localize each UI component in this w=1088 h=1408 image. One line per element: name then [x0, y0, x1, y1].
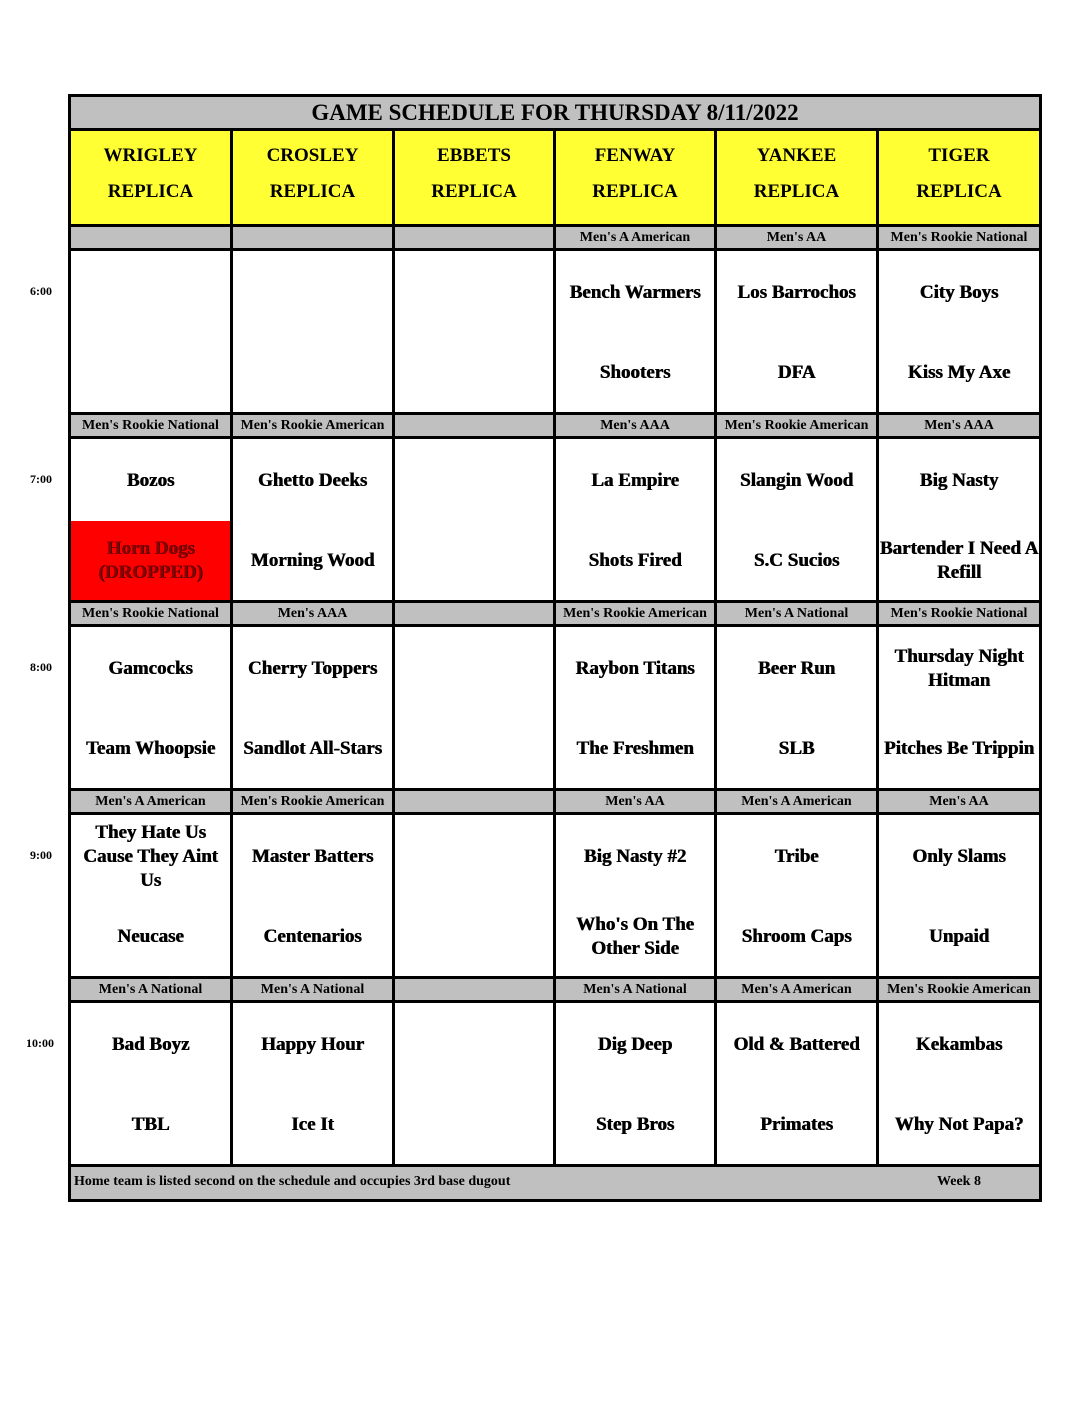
schedule-title: GAME SCHEDULE FOR THURSDAY 8/11/2022: [71, 97, 1039, 131]
field-header: [879, 131, 1039, 224]
field-header: [395, 131, 556, 224]
division-label: [233, 227, 395, 248]
division-label: Men's A American: [717, 791, 879, 812]
game-row: [71, 251, 1039, 415]
home-team: Primates: [760, 1114, 833, 1135]
division-label: Men's A National: [71, 979, 233, 1000]
home-team: Sandlot All-Stars: [243, 738, 382, 759]
game-cell: [879, 815, 1039, 979]
field-subtitle: REPLICA: [592, 181, 678, 202]
week-label: Week 8: [937, 1174, 981, 1189]
schedule-table: [68, 94, 1042, 1202]
home-team: Team Whoopsie: [85, 738, 216, 759]
time-label: 6:00: [30, 284, 52, 298]
division-label: [395, 979, 556, 1000]
division-label: [395, 791, 556, 812]
schedule-footer: [71, 1167, 1039, 1199]
away-team: Master Batters: [251, 846, 374, 867]
division-label: Men's Rookie National: [890, 230, 1028, 245]
home-team: SLB: [778, 738, 815, 759]
home-team: Unpaid: [928, 926, 990, 947]
division-label: Men's A American: [717, 979, 879, 1000]
game-cell: [233, 251, 395, 415]
game-cell: [71, 627, 233, 791]
home-team: Neucase: [117, 926, 184, 947]
home-team: Shots Fired: [588, 550, 682, 571]
away-team: Old & Battered: [733, 1034, 860, 1055]
game-cell: [556, 627, 717, 791]
home-team: [71, 335, 230, 411]
field-name: EBBETS: [437, 145, 511, 166]
away-team: Thursday Night Hitman: [894, 646, 1024, 691]
home-team: S.C Sucios: [753, 550, 840, 571]
away-team: Happy Hour: [261, 1034, 364, 1055]
game-row: [71, 815, 1039, 979]
field-name: FENWAY: [594, 145, 676, 166]
time-slot-block: [71, 227, 1039, 415]
away-team: Only Slams: [912, 846, 1006, 867]
home-team: Kiss My Axe: [907, 362, 1011, 383]
game-cell: [71, 439, 233, 603]
game-cell: [717, 627, 879, 791]
away-team: Kekambas: [915, 1034, 1003, 1055]
home-team: [395, 1087, 553, 1163]
game-cell: [879, 439, 1039, 603]
division-label: [395, 415, 556, 436]
home-team: [395, 899, 553, 975]
division-label: [71, 227, 233, 248]
home-team: Bartender I Need A Refill: [879, 538, 1039, 583]
field-header: [233, 131, 395, 224]
away-team: [233, 255, 392, 331]
game-cell: [395, 251, 556, 415]
field-header: [717, 131, 879, 224]
game-cell: [879, 251, 1039, 415]
division-label: Men's A National: [556, 979, 717, 1000]
away-team: Big Nasty: [919, 470, 999, 491]
game-cell: [556, 1003, 717, 1167]
game-cell: [556, 251, 717, 415]
division-row: [71, 227, 1039, 251]
home-team: [395, 335, 553, 411]
field-header-row: [71, 131, 1039, 227]
away-team: [395, 1007, 553, 1083]
away-team: [395, 631, 553, 707]
division-row: [71, 791, 1039, 815]
home-team: Pitches Be Trippin: [883, 738, 1035, 759]
game-row: [71, 1003, 1039, 1167]
division-row: [71, 415, 1039, 439]
game-cell: [717, 251, 879, 415]
home-team: TBL: [131, 1114, 170, 1135]
division-label: Men's AAA: [233, 603, 395, 624]
game-cell: [233, 1003, 395, 1167]
away-team: [395, 819, 553, 895]
game-row: [71, 627, 1039, 791]
game-row: [71, 439, 1039, 603]
away-team: Bozos: [126, 470, 175, 491]
game-cell: [233, 815, 395, 979]
field-subtitle: REPLICA: [431, 181, 517, 202]
division-label: Men's Rookie American: [887, 982, 1031, 997]
game-cell: [233, 439, 395, 603]
away-team: La Empire: [591, 470, 679, 491]
field-subtitle: REPLICA: [269, 181, 356, 202]
division-label: Men's Rookie American: [233, 415, 395, 436]
time-label: 7:00: [30, 472, 52, 486]
field-subtitle: REPLICA: [753, 181, 840, 202]
field-name: YANKEE: [756, 145, 837, 166]
division-label: Men's Rookie American: [233, 791, 395, 812]
home-team: [395, 711, 553, 787]
game-cell: [233, 627, 395, 791]
division-label: Men's Rookie American: [556, 603, 717, 624]
away-team: City Boys: [919, 282, 999, 303]
away-team: Ghetto Deeks: [257, 470, 368, 491]
division-label: [395, 227, 556, 248]
away-team: [71, 255, 230, 331]
away-team: [395, 443, 553, 519]
away-team: Beer Run: [757, 658, 836, 679]
away-team: Gamcocks: [108, 658, 193, 679]
time-label: 8:00: [30, 660, 52, 674]
division-label: Men's Rookie National: [890, 606, 1028, 621]
away-team: Dig Deep: [597, 1034, 673, 1055]
division-label: Men's Rookie National: [71, 603, 233, 624]
division-label: Men's AA: [717, 227, 879, 248]
away-team: Slangin Wood: [739, 470, 854, 491]
field-subtitle: REPLICA: [107, 181, 194, 202]
game-cell: [556, 439, 717, 603]
away-team: Tribe: [774, 846, 819, 867]
home-team: Why Not Papa?: [894, 1114, 1024, 1135]
game-cell: [717, 439, 879, 603]
time-label: 10:00: [26, 1036, 54, 1050]
away-team: Los Barrochos: [737, 282, 856, 303]
home-team: Ice It: [291, 1114, 334, 1135]
home-team: Step Bros: [595, 1114, 675, 1135]
game-cell: [717, 815, 879, 979]
game-cell: [395, 815, 556, 979]
time-slot-block: [71, 791, 1039, 979]
field-header: [556, 131, 717, 224]
division-label: Men's Rookie American: [717, 415, 879, 436]
division-label: Men's A National: [717, 603, 879, 624]
division-label: Men's AAA: [924, 418, 994, 433]
game-cell: [71, 815, 233, 979]
game-cell: [395, 1003, 556, 1167]
home-team: Morning Wood: [250, 550, 375, 571]
footer-note: Home team is listed second on the schedule and occupies 3rd base dugout: [74, 1174, 511, 1189]
home-team: DFA: [777, 362, 816, 383]
division-label: Men's A National: [233, 979, 395, 1000]
game-cell: [556, 815, 717, 979]
away-team: Cherry Toppers: [247, 658, 378, 679]
division-row: [71, 603, 1039, 627]
field-name: WRIGLEY: [103, 145, 198, 166]
time-slot-block: [71, 979, 1039, 1167]
away-team: They Hate Us Cause They Aint Us: [83, 822, 218, 891]
game-cell: [395, 439, 556, 603]
home-team: [395, 523, 553, 599]
home-team: Who's On The Other Side: [576, 914, 694, 959]
home-team: Shooters: [599, 362, 671, 383]
field-header: [71, 131, 233, 224]
field-name: CROSLEY: [266, 145, 359, 166]
home-team: Centenarios: [263, 926, 362, 947]
game-cell: [879, 1003, 1039, 1167]
field-subtitle: REPLICA: [916, 181, 1002, 202]
time-label: 9:00: [30, 848, 52, 862]
time-slot-block: [71, 603, 1039, 791]
division-label: Men's AAA: [556, 415, 717, 436]
game-cell: [71, 251, 233, 415]
division-label: [395, 603, 556, 624]
away-team: Bench Warmers: [569, 282, 701, 303]
away-team: Raybon Titans: [575, 658, 695, 679]
division-label: Men's A American: [556, 227, 717, 248]
game-cell: [71, 1003, 233, 1167]
away-team: Big Nasty #2: [583, 846, 687, 867]
division-label: Men's A American: [71, 791, 233, 812]
division-row: [71, 979, 1039, 1003]
home-team: [233, 335, 392, 411]
time-slot-block: [71, 415, 1039, 603]
division-label: Men's Rookie National: [71, 415, 233, 436]
division-label: Men's AA: [556, 791, 717, 812]
game-cell: [717, 1003, 879, 1167]
away-team: [395, 255, 553, 331]
game-cell: [879, 627, 1039, 791]
game-cell: [395, 627, 556, 791]
dropped-home-team: Horn Dogs (DROPPED): [71, 521, 230, 601]
field-name: TIGER: [928, 145, 990, 166]
home-team: The Freshmen: [576, 738, 694, 759]
division-label: Men's AA: [929, 794, 989, 809]
home-team: Shroom Caps: [741, 926, 852, 947]
away-team: Bad Boyz: [111, 1034, 190, 1055]
